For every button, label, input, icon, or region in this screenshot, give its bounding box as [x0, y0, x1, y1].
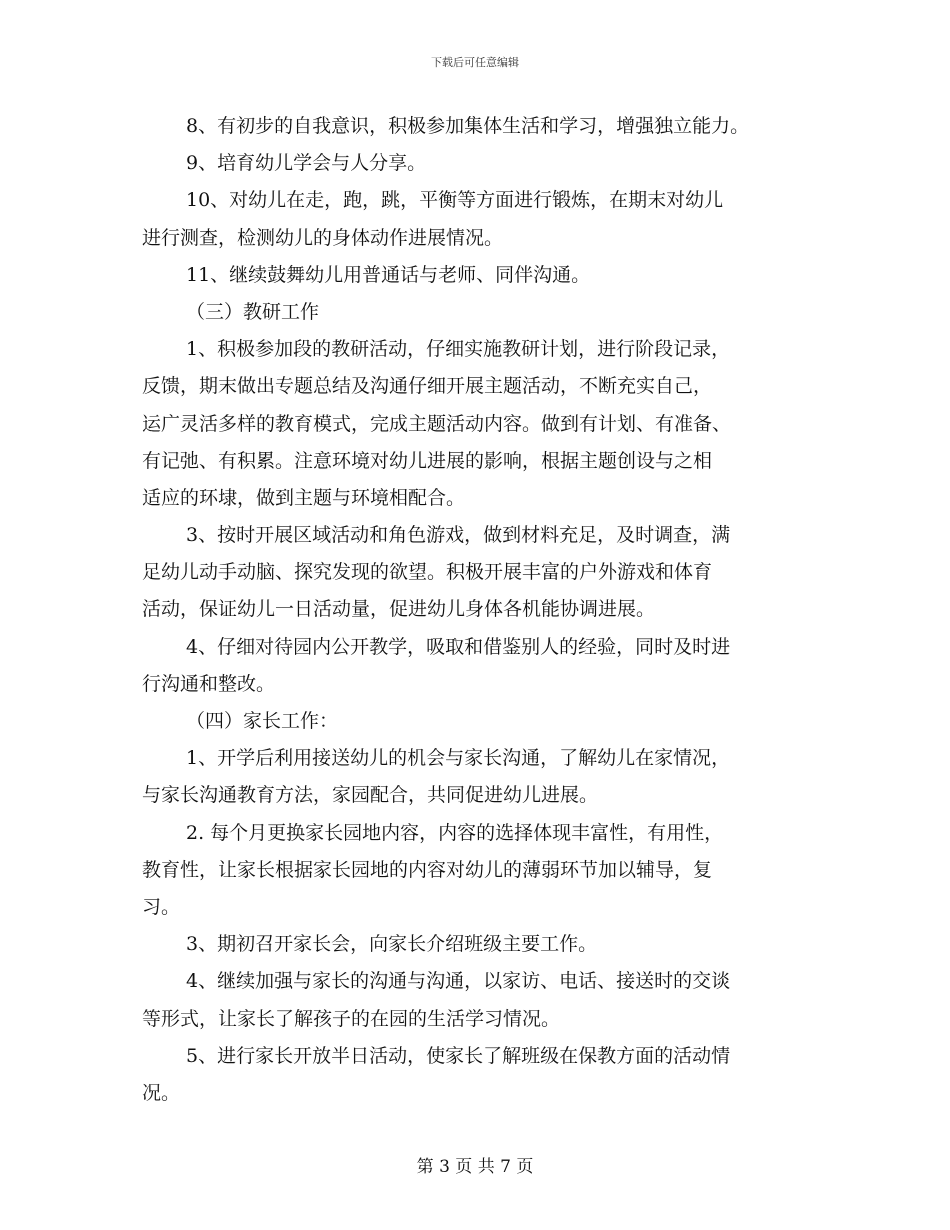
text-line: 8、有初步的自我意识，积极参加集体生活和学习，增强独立能力。: [186, 115, 750, 137]
text-line: 11、继续鼓舞幼儿用普通话与老师、同伴沟通。: [186, 263, 591, 286]
text-line: 况。: [142, 1081, 181, 1104]
text-line: 3、期初召开家长会，向家长介绍班级主要工作。: [186, 933, 598, 956]
text-line: 5、进行家长开放半日活动，使家长了解班级在保教方面的活动情: [186, 1044, 731, 1067]
text-line: 足幼儿动手动脑、探究发现的欲望。积极开展丰富的户外游戏和体育: [142, 561, 713, 584]
text-line: 2. 每个月更换家长园地内容，内容的选择体现丰富性，有用性，: [186, 821, 724, 844]
text-line: 4、仔细对待园内公开教学，吸取和借鉴别人的经验，同时及时进: [186, 635, 731, 658]
text-line: 9、培育幼儿学会与人分享。: [186, 152, 427, 175]
text-line: 活动，保证幼儿一日活动量，促进幼儿身体各机能协调进展。: [142, 598, 656, 621]
text-line: 1、积极参加段的教研活动，仔细实施教研计划，进行阶段记录，: [186, 338, 731, 361]
text-line: 3、按时开展区域活动和角色游戏，做到材料充足，及时调查，满: [186, 524, 731, 547]
section-heading: （四）家长工作：: [186, 710, 339, 732]
text-line: 10、对幼儿在走，跑，跳，平衡等方面进行锻炼，在期末对幼儿: [186, 189, 724, 212]
text-line: 等形式，让家长了解孩子的在园的生活学习情况。: [142, 1007, 561, 1030]
page-footer: 第 3 页 共 7 页: [416, 1157, 534, 1177]
text-line: 有记弛、有积累。注意环境对幼儿进展的影响，根据主题创设与之相: [142, 449, 713, 472]
text-line: 4、继续加强与家长的沟通与沟通，以家访、电话、接送时的交谈: [186, 970, 731, 993]
page-header: 下载后可任意编辑: [431, 56, 519, 69]
section-heading: （三）教研工作: [186, 300, 320, 323]
text-line: 适应的环埭，做到主题与环境相配合。: [142, 486, 466, 509]
text-line: 习。: [142, 895, 181, 918]
document-body: [142, 108, 812, 1112]
text-line: 行沟通和整改。: [142, 672, 276, 695]
text-line: 运广灵活多样的教育模式，完成主题活动内容。做到有计划、有准备、: [142, 412, 732, 435]
text-line: 1、开学后利用接送幼儿的机会与家长沟通，了解幼儿在家情况，: [186, 747, 731, 770]
text-line: 教育性，让家长根据家长园地的内容对幼儿的薄弱环节加以辅导，复: [142, 858, 713, 881]
text-line: 进行测查，检测幼儿的身体动作进展情况。: [142, 226, 504, 249]
text-line: 与家长沟通教育方法，家园配合，共同促进幼儿进展。: [142, 784, 599, 807]
text-line: 反馈，期末做出专题总结及沟通仔细开展主题活动，不断充实自己，: [142, 375, 713, 398]
